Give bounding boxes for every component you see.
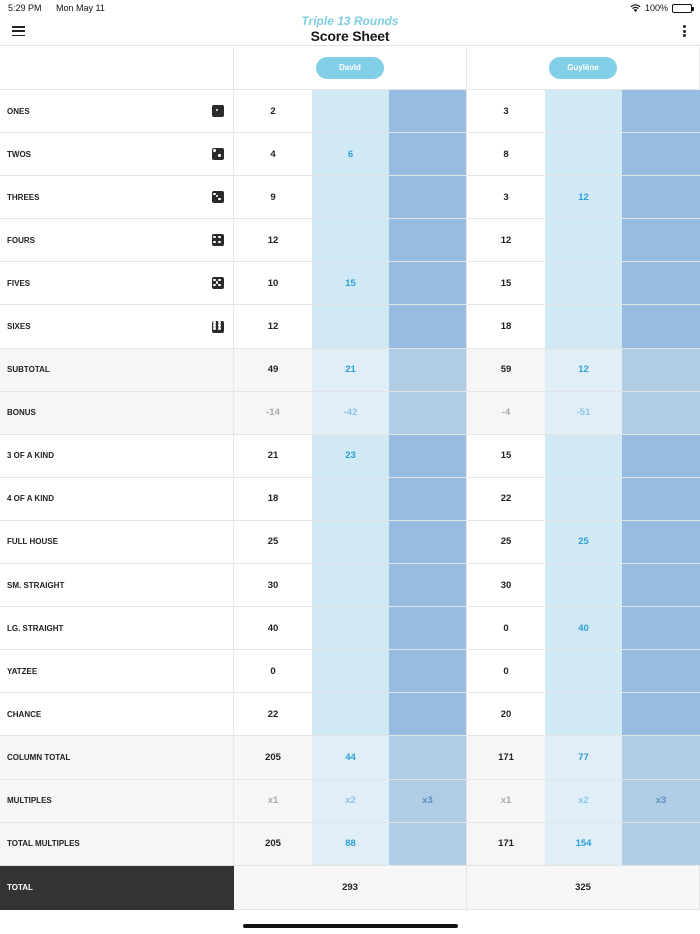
score-cell-round-1[interactable]: x1 [234,780,312,822]
score-cell-round-3[interactable]: x3 [622,780,700,822]
score-cell-round-3[interactable] [389,693,466,735]
player-header-1 [234,47,467,90]
score-cell-round-2[interactable]: x2 [312,780,389,822]
column-divider [466,736,467,778]
total-label: TOTAL [0,866,234,910]
score-cell-round-1[interactable]: 18 [234,478,312,520]
score-row [0,392,700,435]
score-row [0,693,700,736]
score-cell-round-1[interactable]: 22 [234,693,312,735]
score-sheet [0,47,700,910]
player-header-row [0,47,700,90]
column-divider [466,478,467,520]
row-label [0,176,234,218]
score-cell-round-2[interactable] [545,435,622,477]
score-cell-round-1[interactable]: 205 [234,823,312,865]
score-cell-round-2[interactable]: 12 [545,349,622,391]
row-label [0,650,234,692]
score-cell-round-2[interactable]: 21 [312,349,389,391]
score-cell-round-2[interactable]: 12 [545,176,622,218]
row-label [0,392,234,434]
player-header-2 [467,47,700,90]
row-label [0,478,234,520]
column-divider [466,262,467,304]
score-cell-round-1[interactable]: 171 [467,823,545,865]
score-cell-round-3[interactable] [622,90,700,132]
column-divider [466,693,467,735]
score-row [0,219,700,262]
player-name-button[interactable]: David [316,57,384,79]
score-row [0,349,700,392]
score-cell-round-2[interactable]: -42 [312,392,389,434]
score-cell-round-2[interactable] [312,564,389,606]
row-label-text: SUBTOTAL [7,365,50,375]
score-cell-round-3[interactable] [622,693,700,735]
score-row [0,435,700,478]
app-title: Triple 13 Rounds [301,14,399,28]
score-cell-round-1[interactable]: 22 [467,478,545,520]
row-label [0,823,234,865]
score-cell-round-1[interactable]: 15 [467,435,545,477]
row-label [0,435,234,477]
score-cell-round-2[interactable] [312,176,389,218]
score-cell-round-3[interactable] [622,736,700,778]
score-cell-round-3[interactable] [622,349,700,391]
row-label-text: THREES [7,192,40,202]
score-cell-round-2[interactable] [545,693,622,735]
wifi-icon [630,4,641,12]
row-label [0,780,234,822]
score-cell-round-2[interactable] [312,478,389,520]
score-cell-round-1[interactable]: 12 [234,305,312,347]
score-cell-round-2[interactable]: 154 [545,823,622,865]
score-cell-round-1[interactable]: 10 [234,262,312,304]
column-divider [466,90,467,132]
score-cell-round-1[interactable]: 30 [234,564,312,606]
row-label [0,521,234,563]
row-label-text: ONES [7,106,30,116]
die-four-icon [212,234,224,246]
score-cell-round-2[interactable] [312,650,389,692]
score-cell-round-1[interactable]: 25 [467,521,545,563]
score-cell-round-3[interactable] [622,262,700,304]
die-six-icon [212,321,224,333]
score-row [0,823,700,866]
more-vertical-icon[interactable] [683,25,687,38]
row-label [0,349,234,391]
score-cell-round-1[interactable]: 2 [234,90,312,132]
score-cell-round-3[interactable] [389,435,466,477]
nav-bar [0,14,700,46]
score-row [0,736,700,779]
score-cell-round-2[interactable]: 40 [545,607,622,649]
score-cell-round-3[interactable] [622,133,700,175]
status-left [8,3,105,13]
score-cell-round-3[interactable] [389,650,466,692]
battery-percent: 100% [644,3,668,13]
score-cell-round-1[interactable]: 4 [234,133,312,175]
die-three-icon [212,191,224,203]
score-cell-round-2[interactable] [312,90,389,132]
score-row [0,133,700,176]
column-divider [466,349,467,391]
column-divider [466,607,467,649]
score-cell-round-1[interactable]: -14 [234,392,312,434]
score-cell-round-2[interactable] [545,219,622,261]
row-label-text: CHANCE [7,709,42,719]
score-cell-round-1[interactable]: x1 [467,780,545,822]
score-cell-round-1[interactable]: 21 [234,435,312,477]
row-label-text: COLUMN TOTAL [7,752,71,762]
row-label-text: SM. STRAIGHT [7,580,65,590]
score-cell-round-3[interactable] [622,435,700,477]
score-cell-round-3[interactable] [622,305,700,347]
score-row [0,564,700,607]
score-cell-round-3[interactable] [389,564,466,606]
status-time: 5:29 PM [8,3,42,13]
score-row [0,478,700,521]
score-cell-round-2[interactable] [545,305,622,347]
score-cell-round-3[interactable] [389,736,466,778]
score-row [0,650,700,693]
score-cell-round-3[interactable] [389,392,466,434]
column-divider [466,564,467,606]
score-cell-round-1[interactable]: 30 [467,564,545,606]
score-cell-round-3[interactable] [389,176,466,218]
score-cell-round-2[interactable] [545,478,622,520]
row-label [0,219,234,261]
score-cell-round-1[interactable]: 18 [467,305,545,347]
row-label-text: SIXES [7,322,31,332]
battery-icon [672,4,692,13]
score-cell-round-3[interactable] [622,564,700,606]
column-divider [466,521,467,563]
score-cell-round-2[interactable]: 23 [312,435,389,477]
column-divider [466,780,467,822]
score-cell-round-3[interactable] [622,823,700,865]
row-label [0,607,234,649]
score-cell-round-3[interactable] [622,478,700,520]
score-cell-round-3[interactable] [622,607,700,649]
score-cell-round-1[interactable]: 205 [234,736,312,778]
score-cell-round-2[interactable]: 15 [312,262,389,304]
score-cell-round-2[interactable] [312,607,389,649]
score-cell-round-1[interactable]: 0 [234,650,312,692]
score-cell-round-2[interactable] [312,219,389,261]
score-cell-round-1[interactable]: 0 [467,650,545,692]
row-label-text: 3 OF A KIND [7,451,54,461]
die-two-icon [212,148,224,160]
row-label-text: FOURS [7,235,35,245]
score-cell-round-1[interactable]: 15 [467,262,545,304]
column-divider [466,823,467,865]
score-cell-round-3[interactable] [389,607,466,649]
score-cell-round-3[interactable] [389,305,466,347]
score-cell-round-1[interactable]: 171 [467,736,545,778]
score-cell-round-2[interactable] [545,133,622,175]
score-row [0,607,700,650]
score-cell-round-3[interactable] [389,478,466,520]
grand-total-player-1: 293 [234,866,467,910]
grand-total-row [0,866,700,910]
column-divider [466,219,467,261]
score-cell-round-1[interactable]: 9 [234,176,312,218]
score-cell-round-3[interactable] [622,176,700,218]
score-cell-round-2[interactable]: 88 [312,823,389,865]
score-row [0,305,700,348]
row-label-text: TOTAL MULTIPLES [7,839,80,849]
score-cell-round-2[interactable]: 77 [545,736,622,778]
score-cell-round-3[interactable] [389,133,466,175]
score-cell-round-1[interactable]: 12 [234,219,312,261]
score-row [0,521,700,564]
column-divider [466,435,467,477]
score-cell-round-3[interactable] [389,521,466,563]
score-cell-round-3[interactable] [389,349,466,391]
player-name-button[interactable]: Guylène [549,57,617,79]
die-one-icon [212,105,224,117]
score-cell-round-2[interactable]: 44 [312,736,389,778]
score-cell-round-1[interactable]: 8 [467,133,545,175]
score-cell-round-3[interactable] [622,392,700,434]
page-title: Score Sheet [310,28,390,44]
score-cell-round-2[interactable] [545,90,622,132]
column-divider [466,305,467,347]
row-label-text: BONUS [7,408,36,418]
row-label [0,133,234,175]
score-rows [0,90,700,866]
score-cell-round-3[interactable] [389,823,466,865]
row-label-text: 4 OF A KIND [7,494,54,504]
score-cell-round-2[interactable] [545,650,622,692]
status-date: Mon May 11 [56,3,105,13]
row-label [0,262,234,304]
column-divider [466,176,467,218]
row-label [0,305,234,347]
score-cell-round-3[interactable] [389,90,466,132]
row-label [0,90,234,132]
score-cell-round-2[interactable] [545,564,622,606]
score-cell-round-1[interactable]: 12 [467,219,545,261]
header-label-cell [0,47,234,90]
score-cell-round-2[interactable]: 25 [545,521,622,563]
row-label [0,693,234,735]
score-cell-round-2[interactable] [312,305,389,347]
title-block [0,15,700,44]
score-cell-round-2[interactable]: x2 [545,780,622,822]
score-cell-round-2[interactable] [545,262,622,304]
score-cell-round-2[interactable] [312,521,389,563]
score-cell-round-2[interactable]: -51 [545,392,622,434]
score-cell-round-1[interactable]: 59 [467,349,545,391]
row-label-text: MULTIPLES [7,796,52,806]
column-divider [466,650,467,692]
score-cell-round-1[interactable]: 25 [234,521,312,563]
score-cell-round-1[interactable]: 40 [234,607,312,649]
column-divider [466,133,467,175]
score-cell-round-2[interactable] [312,693,389,735]
score-cell-round-3[interactable] [622,219,700,261]
score-cell-round-2[interactable]: 6 [312,133,389,175]
row-label-text: LG. STRAIGHT [7,623,64,633]
row-label-text: YATZEE [7,666,38,676]
score-row [0,262,700,305]
row-label-text: TWOS [7,149,31,159]
score-cell-round-1[interactable]: 49 [234,349,312,391]
score-cell-round-3[interactable] [622,521,700,563]
die-five-icon [212,277,224,289]
column-divider [466,392,467,434]
score-row [0,90,700,133]
score-cell-round-1[interactable]: 3 [467,176,545,218]
score-cell-round-3[interactable] [389,262,466,304]
score-cell-round-3[interactable] [389,219,466,261]
row-label-text: FULL HOUSE [7,537,58,547]
score-cell-round-1[interactable]: 20 [467,693,545,735]
status-right [630,3,692,13]
score-row [0,176,700,219]
score-cell-round-3[interactable]: x3 [389,780,466,822]
row-label [0,736,234,778]
grand-total-player-2: 325 [467,866,700,910]
score-cell-round-1[interactable]: -4 [467,392,545,434]
score-cell-round-1[interactable]: 3 [467,90,545,132]
score-cell-round-3[interactable] [622,650,700,692]
row-label [0,564,234,606]
row-label-text: FIVES [7,278,31,288]
home-indicator [243,924,458,928]
score-row [0,780,700,823]
score-cell-round-1[interactable]: 0 [467,607,545,649]
